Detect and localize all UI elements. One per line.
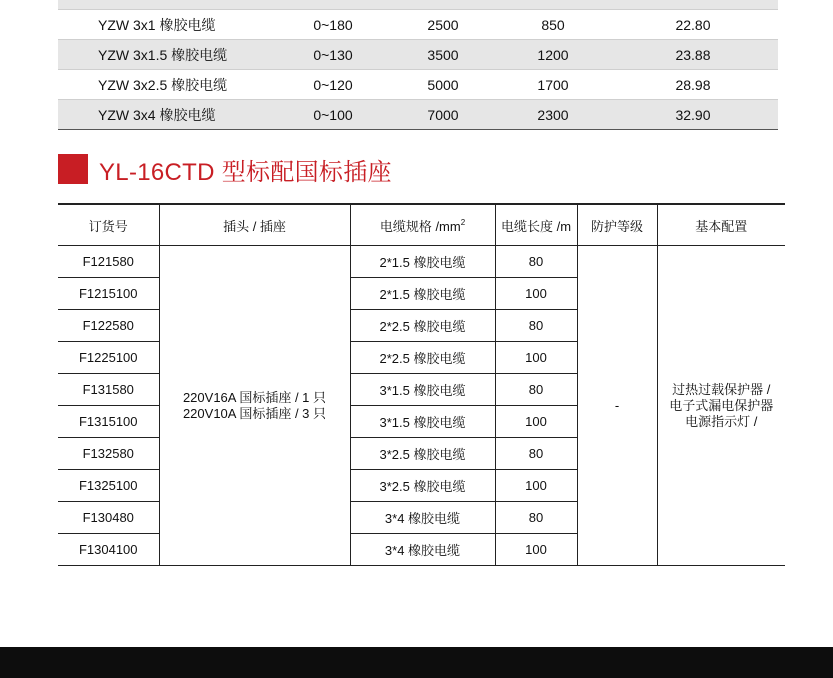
section-heading bbox=[58, 152, 392, 186]
cable-spec: 3*2.5 橡胶电缆 bbox=[350, 438, 495, 470]
cable-price: 32.90 bbox=[608, 100, 778, 130]
table-header-row bbox=[58, 204, 785, 246]
cable-length: 80 bbox=[495, 310, 577, 342]
protection-level: - bbox=[577, 246, 657, 566]
cable-value: 2300 bbox=[498, 100, 608, 130]
cable-length: 100 bbox=[495, 406, 577, 438]
order-number: F1225100 bbox=[58, 342, 159, 374]
cable-length: 100 bbox=[495, 342, 577, 374]
cable-model: YZW 3x1.5 橡胶电缆 bbox=[58, 40, 278, 70]
cable-value: 7000 bbox=[388, 100, 498, 130]
plug-socket-line: 220V10A 国标插座 / 3 只 bbox=[182, 405, 327, 421]
cable-spec: 2*1.5 橡胶电缆 bbox=[350, 246, 495, 278]
cable-price: 23.88 bbox=[608, 40, 778, 70]
order-number: F1325100 bbox=[58, 470, 159, 502]
footer-bar bbox=[0, 647, 833, 678]
order-number: F121580 bbox=[58, 246, 159, 278]
plug-socket-line: 220V16A 国标插座 / 1 只 bbox=[182, 389, 327, 405]
header-cable-spec-label: 电缆规格 /mm bbox=[379, 218, 461, 234]
cable-spec: 3*2.5 橡胶电缆 bbox=[350, 470, 495, 502]
cable-length: 100 bbox=[495, 470, 577, 502]
cable-value: 850 bbox=[498, 10, 608, 40]
header-basic-config: 基本配置 bbox=[657, 204, 785, 246]
cable-spec: 3*1.5 橡胶电缆 bbox=[350, 374, 495, 406]
cable-model: YZW 3x1 橡胶电缆 bbox=[58, 10, 278, 40]
header-protection-level: 防护等级 bbox=[577, 204, 657, 246]
header-cable-spec-superscript: 2 bbox=[460, 217, 466, 227]
table-row bbox=[58, 0, 778, 10]
product-spec-table bbox=[58, 203, 785, 566]
cable-spec: 2*1.5 橡胶电缆 bbox=[350, 278, 495, 310]
cable-value: 1700 bbox=[498, 70, 608, 100]
config-line: 过热过载保护器 / bbox=[672, 381, 771, 397]
cable-spec: 3*4 橡胶电缆 bbox=[350, 502, 495, 534]
order-number: F1304100 bbox=[58, 534, 159, 566]
table-row bbox=[58, 40, 778, 70]
temperature-range: 0~180 bbox=[278, 10, 388, 40]
cable-value: 1200 bbox=[498, 40, 608, 70]
cable-length: 80 bbox=[495, 502, 577, 534]
order-number: F132580 bbox=[58, 438, 159, 470]
cable-length: 100 bbox=[495, 534, 577, 566]
red-square-marker bbox=[58, 154, 88, 184]
order-number: F1215100 bbox=[58, 278, 159, 310]
cable-price: 22.80 bbox=[608, 10, 778, 40]
temperature-range: 0~100 bbox=[278, 100, 388, 130]
order-number: F130480 bbox=[58, 502, 159, 534]
table-row bbox=[58, 246, 785, 278]
cable-spec: 2*2.5 橡胶电缆 bbox=[350, 310, 495, 342]
cable-model: YZW 3x4 橡胶电缆 bbox=[58, 100, 278, 130]
header-plug-socket: 插头 / 插座 bbox=[159, 204, 350, 246]
order-number: F122580 bbox=[58, 310, 159, 342]
table-row bbox=[58, 100, 778, 130]
basic-config bbox=[657, 246, 785, 566]
cable-length: 100 bbox=[495, 278, 577, 310]
config-line: 电源指示灯 / bbox=[685, 413, 758, 429]
config-line: 电子式漏电保护器 bbox=[669, 397, 774, 413]
cable-length: 80 bbox=[495, 246, 577, 278]
order-number: F1315100 bbox=[58, 406, 159, 438]
cable-price-table bbox=[58, 0, 778, 130]
order-number: F131580 bbox=[58, 374, 159, 406]
cable-value: 5000 bbox=[388, 70, 498, 100]
cable-length: 80 bbox=[495, 438, 577, 470]
cable-spec: 3*4 橡胶电缆 bbox=[350, 534, 495, 566]
cable-value: 2500 bbox=[388, 10, 498, 40]
header-order-number: 订货号 bbox=[58, 204, 159, 246]
plug-socket-config bbox=[159, 246, 350, 566]
header-cable-spec bbox=[350, 204, 495, 246]
cable-model: YZW 3x2.5 橡胶电缆 bbox=[58, 70, 278, 100]
temperature-range: 0~130 bbox=[278, 40, 388, 70]
table-row bbox=[58, 70, 778, 100]
cable-spec: 2*2.5 橡胶电缆 bbox=[350, 342, 495, 374]
temperature-range: 0~120 bbox=[278, 70, 388, 100]
cable-value: 3500 bbox=[388, 40, 498, 70]
header-cable-length: 电缆长度 /m bbox=[495, 204, 577, 246]
cable-spec: 3*1.5 橡胶电缆 bbox=[350, 406, 495, 438]
section-title: YL-16CTD 型标配国标插座 bbox=[99, 158, 392, 186]
table-row bbox=[58, 10, 778, 40]
cable-price: 28.98 bbox=[608, 70, 778, 100]
cable-length: 80 bbox=[495, 374, 577, 406]
